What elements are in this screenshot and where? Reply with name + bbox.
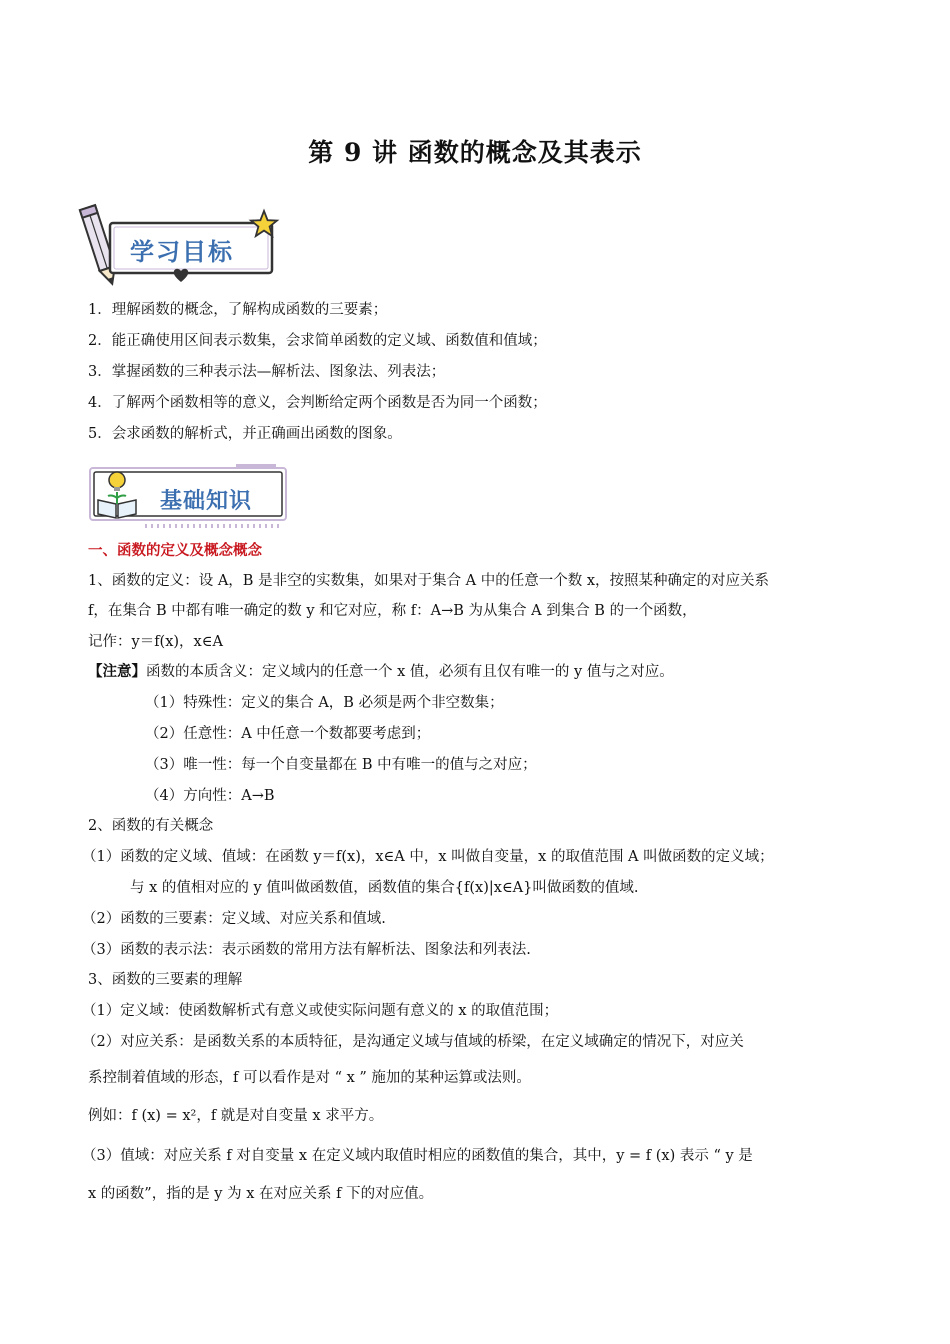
knowledge-badge-label: 基础知识 bbox=[160, 489, 253, 514]
three-elements-item-1: （1）定义域：使函数解析式有意义或使实际问题有意义的 x 的取值范围； bbox=[82, 1003, 559, 1019]
section-heading: 一、函数的定义及概念概念 bbox=[88, 542, 262, 559]
goal-item-3: 3．掌握函数的三种表示法—解析法、图象法、列表法； bbox=[88, 364, 446, 380]
goal-item-5: 5．会求函数的解析式，并正确画出函数的图象。 bbox=[88, 426, 402, 442]
goal-item-4: 4．了解两个函数相等的意义，会判断给定两个函数是否为同一个函数； bbox=[88, 395, 547, 411]
three-elements-item-3-line-2: x 的函数”，指的是 y 为 x 在对应关系 f 下的对应值。 bbox=[88, 1186, 434, 1202]
three-elements-heading: 3、函数的三要素的理解 bbox=[88, 972, 243, 988]
concepts-item-2: （2）函数的三要素：定义域、对应关系和值域. bbox=[82, 911, 386, 927]
note-item-3: （3）唯一性：每一个自变量都在 B 中有唯一的值与之对应； bbox=[145, 757, 537, 773]
concepts-item-1-line-2: 与 x 的值相对应的 y 值叫做函数值，函数值的集合{f(x)|x∈A}叫做函数的值域. bbox=[130, 880, 639, 896]
three-elements-item-2-line-2: 系控制着值域的形态，f 可以看作是对 “ x ” 施加的某种运算或法则。 bbox=[88, 1070, 531, 1086]
heart-icon bbox=[172, 266, 192, 286]
goals-badge-label: 学习目标 bbox=[130, 238, 234, 266]
page-title: 第 9 讲 函数的概念及其表示 bbox=[308, 138, 642, 167]
star-icon bbox=[250, 210, 280, 240]
concepts-heading: 2、函数的有关概念 bbox=[88, 818, 214, 834]
note-line bbox=[88, 662, 674, 682]
goal-item-2: 2．能正确使用区间表示数集，会求简单函数的定义域、函数值和值域； bbox=[88, 333, 547, 349]
three-elements-item-2-line-1: （2）对应关系：是函数关系的本质特征，是沟通定义域与值域的桥梁，在定义域确定的情况下，对应关 bbox=[82, 1034, 744, 1050]
goal-item-1: 1．理解函数的概念，了解构成函数的三要素； bbox=[88, 302, 388, 318]
note-item-2: （2）任意性：A 中任意一个数都要考虑到； bbox=[145, 726, 431, 742]
definition-line-1: 1、函数的定义：设 A，B 是非空的实数集，如果对于集合 A 中的任意一个数 x，按照某种确定的对应关系 bbox=[88, 573, 770, 589]
note-item-4: （4）方向性：A→B bbox=[145, 788, 275, 804]
definition-line-3: 记作：y＝f(x)，x∈A bbox=[88, 634, 223, 650]
note-item-1: （1）特殊性：定义的集合 A，B 必须是两个非空数集； bbox=[145, 695, 504, 711]
example-line: 例如：f (x) = x²，f 就是对自变量 x 求平方。 bbox=[88, 1108, 384, 1124]
definition-line-2: f，在集合 B 中都有唯一确定的数 y 和它对应，称 f：A→B 为从集合 A 到集合 B 的一个函数， bbox=[88, 603, 697, 619]
note-mark: 【注意】 bbox=[88, 663, 146, 680]
note-text: 函数的本质含义：定义域内的任意一个 x 值，必须有且仅有唯一的 y 值与之对应。 bbox=[146, 664, 674, 680]
book-lightbulb-icon bbox=[94, 468, 144, 524]
concepts-item-3: （3）函数的表示法：表示函数的常用方法有解析法、图象法和列表法. bbox=[82, 942, 531, 958]
concepts-item-1-line-1: （1）函数的定义域、值域：在函数 y＝f(x)，x∈A 中，x 叫做自变量，x 的取值范围 A 叫做函数的定义域； bbox=[82, 849, 774, 865]
three-elements-item-3-line-1: （3）值域：对应关系 f 对自变量 x 在定义域内取值时相应的函数值的集合，其中，y = f (x) 表示 “ y 是 bbox=[82, 1148, 753, 1164]
